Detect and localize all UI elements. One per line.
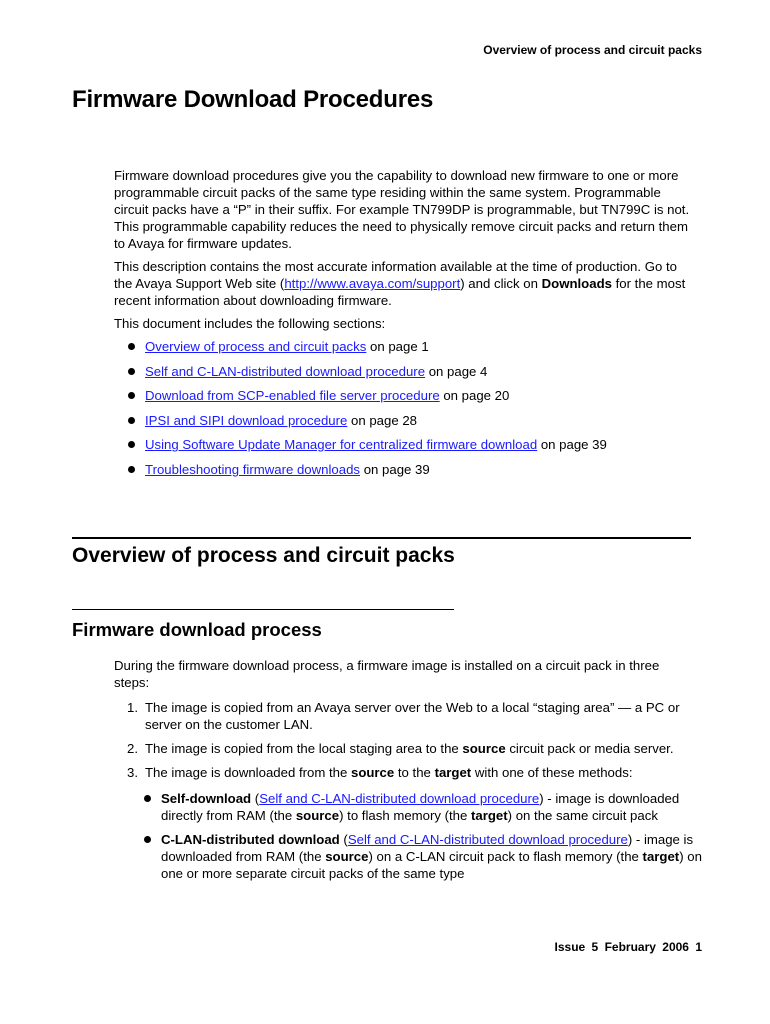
step-text: to the <box>394 765 435 780</box>
page-number: 1 <box>695 940 702 954</box>
source-term: source <box>325 849 369 864</box>
method-text: ) on one or more separate circuit packs of the same type <box>161 849 702 881</box>
toc-link[interactable]: IPSI and SIPI download procedure <box>145 412 348 428</box>
list-item <box>128 461 607 486</box>
process-intro-text: During the firmware download process, a firmware image is installed on a circuit pack in three steps: <box>114 658 660 690</box>
page-ref: on page 39 <box>537 437 607 453</box>
page-ref: on page 4 <box>425 363 488 379</box>
source-term: source <box>350 765 395 780</box>
step-text: circuit pack or media server. <box>505 741 674 756</box>
intro-paragraph-1 <box>114 167 694 252</box>
target-term: target <box>434 765 472 780</box>
list-item <box>114 764 704 781</box>
procedure-link[interactable]: Self and C-LAN-distributed download procedure <box>347 832 628 847</box>
bullet-icon <box>128 368 135 375</box>
section-heading: Overview of process and circuit packs <box>72 544 455 567</box>
step-text: The image is copied from an Avaya server over the Web to a local “staging area” — a PC or server on the customer LAN. <box>145 700 680 732</box>
procedure-link[interactable]: Self and C-LAN-distributed download procedure <box>259 791 540 806</box>
page-ref: on page 1 <box>366 339 429 354</box>
method-text: ) on a C-LAN circuit pack to flash memory (the <box>368 849 643 864</box>
step-text: The image is copied from the local staging area to the <box>145 741 463 756</box>
support-site-link[interactable]: http://www.avaya.com/support <box>284 276 461 291</box>
bullet-icon <box>128 466 135 473</box>
intro-paragraph-2 <box>114 258 694 309</box>
page-ref: on page 20 <box>439 388 510 404</box>
list-item <box>128 338 607 363</box>
intro-text-3: This document includes the following sections: <box>114 316 386 331</box>
bullet-icon <box>144 795 151 802</box>
downloads-term: Downloads <box>541 276 612 291</box>
list-item <box>144 831 704 882</box>
bullet-icon <box>128 392 135 399</box>
page-ref: on page 28 <box>347 412 418 428</box>
page-title: Firmware Download Procedures <box>72 86 434 113</box>
download-methods <box>144 790 704 889</box>
section-divider <box>72 537 691 539</box>
method-text: ) - image is downloaded from RAM (the <box>161 832 694 864</box>
target-term: target <box>642 849 680 864</box>
target-term: target <box>471 808 508 823</box>
page-footer <box>555 940 702 954</box>
method-text: ( <box>339 832 348 847</box>
list-item <box>144 790 704 824</box>
issue-date: February 2006 <box>604 940 689 954</box>
list-item <box>128 436 607 461</box>
source-term: source <box>295 808 340 823</box>
method-text: ) - image is downloaded directly from RAM (the <box>161 791 680 823</box>
bullet-icon <box>144 836 151 843</box>
toc-link[interactable]: Using Software Update Manager for centralized firmware download <box>145 437 538 453</box>
process-intro <box>114 657 694 691</box>
list-item <box>128 387 607 412</box>
subsection-heading: Firmware download process <box>72 619 322 640</box>
list-item <box>114 740 704 757</box>
toc-link[interactable]: Download from SCP-enabled file server procedure <box>145 388 440 404</box>
list-item <box>128 363 607 388</box>
step-text: The image is downloaded from the <box>145 765 351 780</box>
issue-label: Issue 5 <box>554 940 599 954</box>
step-number: 1. <box>127 700 138 715</box>
method-name: C-LAN-distributed download <box>161 832 340 847</box>
method-text: ) to flash memory (the <box>339 808 472 823</box>
list-item <box>114 699 704 733</box>
subsection-divider <box>72 609 454 610</box>
page-ref: on page 39 <box>360 461 430 477</box>
bullet-icon <box>128 441 135 448</box>
intro-text-2a: This description contains the most accurate information available at the time of production. Go to the Avaya Support Web site ( <box>114 259 677 291</box>
list-item <box>128 412 607 437</box>
process-steps <box>114 699 704 788</box>
bullet-icon <box>128 417 135 424</box>
method-text: ) on the same circuit pack <box>507 808 658 823</box>
toc-link[interactable]: Troubleshooting firmware downloads <box>145 461 361 477</box>
intro-text-2b: ) and click on <box>460 276 542 291</box>
intro-paragraph-3 <box>114 315 694 332</box>
step-number: 3. <box>127 765 138 780</box>
method-text: ( <box>251 791 260 806</box>
section-list <box>128 338 607 486</box>
step-text: with one of these methods: <box>471 765 633 780</box>
toc-link[interactable]: Overview of process and circuit packs <box>145 339 367 354</box>
source-term: source <box>462 741 506 756</box>
intro-text-2c: for the most recent information about downloading firmware. <box>114 276 686 308</box>
step-number: 2. <box>127 741 138 756</box>
bullet-icon <box>128 343 135 350</box>
toc-link[interactable]: Self and C-LAN-distributed download procedure <box>145 363 426 379</box>
method-name: Self-download <box>161 791 252 806</box>
running-header: Overview of process and circuit packs <box>483 43 702 57</box>
intro-text-1: Firmware download procedures give you the capability to download new firmware to one or more programmable circuit packs of the same type residing within the same system. Programmable circuit packs have a “P” in their suffix. For example TN799DP is programmable, but TN799C is not. This programmable capability reduces the need to physically remove circuit packs and return them to Avaya for firmware updates. <box>114 168 690 251</box>
